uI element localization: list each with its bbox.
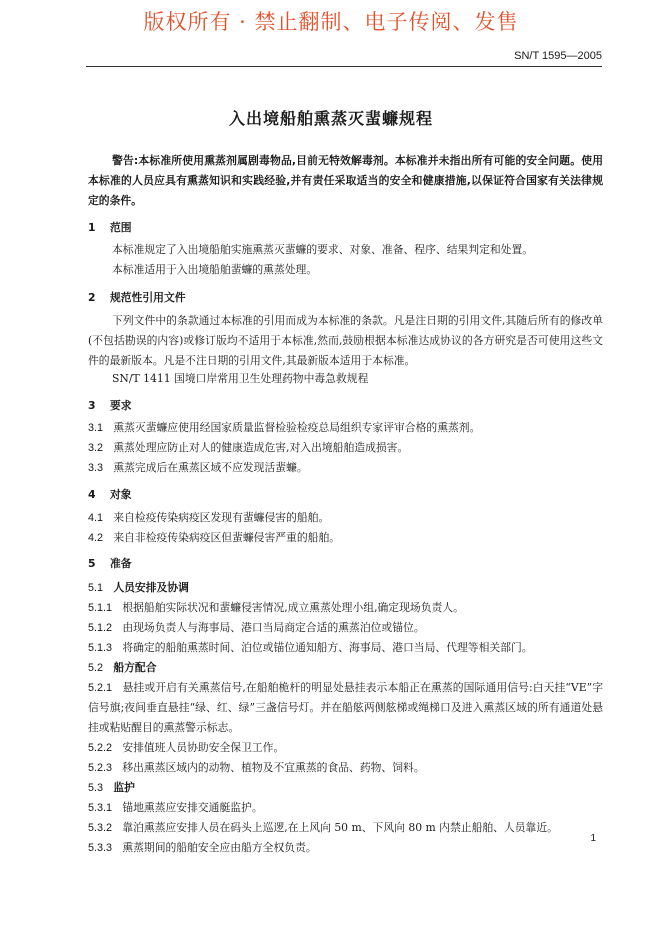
document-title: 入出境船舶熏蒸灭蜚蠊规程 (228, 109, 433, 128)
section-number: 2 (88, 291, 96, 304)
clause-5-3-1: 5.3.1 锚地熏蒸应安排交通艇监护。 (88, 801, 263, 814)
section-number: 4 (88, 488, 96, 501)
section-4-heading (88, 487, 132, 502)
page-number: 1 (590, 833, 596, 844)
clause-3-3: 3.3 熏蒸完成后在熏蒸区域不应发现活蜚蠊。 (88, 461, 308, 474)
section-title: 准备 (110, 557, 132, 570)
document-number: SN/T 1595—2005 (514, 50, 602, 62)
clause-5-2: 5.2 船方配合 (88, 661, 157, 674)
section-1-paragraph-1: 本标准规定了入出境船舶实施熏蒸灭蜚蠊的要求、对象、准备、程序、结果判定和处置。 (112, 243, 534, 256)
section-title: 要求 (110, 399, 132, 412)
header-rule (86, 66, 602, 67)
section-1-paragraph-2: 本标准适用于入出境船舶蜚蠊的熏蒸处理。 (112, 263, 318, 276)
section-title: 规范性引用文件 (110, 291, 186, 304)
clause-5-1-3: 5.1.3 将确定的船舶熏蒸时间、泊位或锚位通知船方、海事局、港口当局、代理等相关部门。 (88, 641, 533, 654)
clause-5-2-3: 5.2.3 移出熏蒸区域内的动物、植物及不宜熏蒸的食品、药物、饲料。 (88, 761, 425, 774)
section-2-heading (88, 290, 186, 305)
clause-5-1-2: 5.1.2 由现场负责人与海事局、港口当局商定合适的熏蒸泊位或锚位。 (88, 621, 425, 634)
clause-5-3-2: 5.3.2 靠泊熏蒸应安排人员在码头上巡逻,在上风向 50 m、下风向 80 m 内禁止船舶、人员靠近。 (88, 821, 558, 834)
section-title: 范围 (110, 221, 132, 234)
clause-5-1: 5.1 人员安排及协调 (88, 581, 189, 594)
clause-5-2-1: 5.2.1 悬挂或开启有关熏蒸信号,在船舶桅杆的明显处悬挂表示本船正在熏蒸的国际通用信号:白天挂“VE”字信号旗;夜间垂直悬挂“绿、红、绿”三盏信号灯。并在船舷两侧舷梯或绳梯口及进入熏蒸区域的所有通道处悬挂或粘贴醒目的熏蒸警示标志。 (88, 681, 603, 734)
clause-5-1-1: 5.1.1 根据船舶实际状况和蜚蠊侵害情况,成立熏蒸处理小组,确定现场负责人。 (88, 601, 464, 614)
section-5-heading (88, 556, 132, 571)
clause-3-1: 3.1 熏蒸灭蜚蠊应使用经国家质量监督检验检疫总局组织专家评审合格的熏蒸剂。 (88, 421, 481, 434)
clause-4-2: 4.2 来自非检疫传染病疫区但蜚蠊侵害严重的船舶。 (88, 531, 341, 544)
section-2-paragraph: 下列文件中的条款通过本标准的引用而成为本标准的条款。凡是注日期的引用文件,其随后所有的修改单(不包括勘误的内容)或修订版均不适用于本标准,然而,鼓励根据本标准达成协议的各方研究是否可使用这些文件的最新版本。凡是不注日期的引用文件,其最新版本适用于本标准。 (88, 314, 603, 367)
section-1-heading (88, 220, 132, 235)
section-title: 对象 (110, 488, 132, 501)
clause-5-3: 5.3 监护 (88, 781, 135, 794)
clause-4-1: 4.1 来自检疫传染病疫区发现有蜚蠊侵害的船舶。 (88, 511, 330, 524)
section-3-heading (88, 398, 132, 413)
section-number: 5 (88, 557, 96, 570)
section-number: 3 (88, 399, 96, 412)
warning-paragraph: 警告:本标准所使用熏蒸剂属剧毒物品,目前无特效解毒剂。本标准并未指出所有可能的安全问题。使用本标准的人员应具有熏蒸知识和实践经验,并有责任采取适当的安全和健康措施,以保证符合国家有关法律规定的条件。 (88, 154, 603, 207)
section-number: 1 (88, 221, 96, 234)
copyright-banner: 版权所有 · 禁止翻制、电子传阅、发售 (143, 10, 519, 34)
clause-3-2: 3.2 熏蒸处理应防止对人的健康造成危害,对入出境船舶造成损害。 (88, 441, 409, 454)
clause-5-2-2: 5.2.2 安排值班人员协助安全保卫工作。 (88, 741, 285, 754)
clause-5-3-3: 5.3.3 熏蒸期间的船舶安全应由船方全权负责。 (88, 841, 317, 854)
normative-reference: SN/T 1411 国境口岸常用卫生处理药物中毒急救规程 (112, 372, 369, 385)
